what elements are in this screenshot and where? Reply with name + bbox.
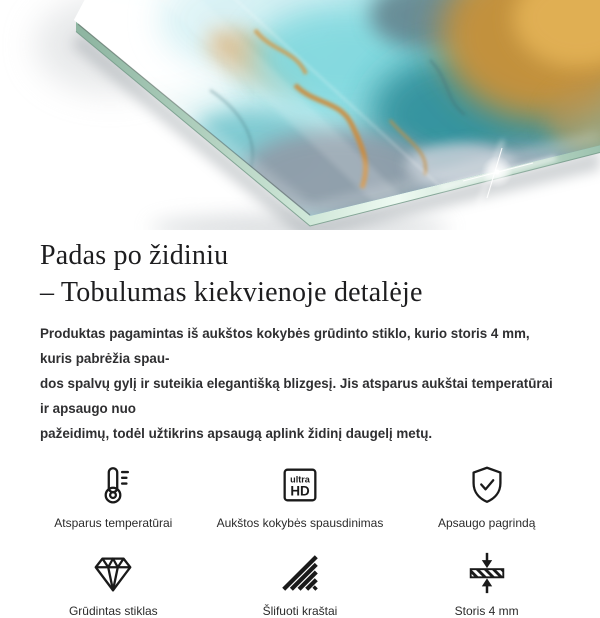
feature-thickness <box>393 550 580 618</box>
page-title <box>40 237 560 311</box>
feature-protects-base <box>393 462 580 530</box>
feature-label: Atsparus temperatūrai <box>54 516 173 530</box>
description-line: pažeidimų, todėl užtikrins apsaugą aplink židinį daugelį metų. <box>40 426 433 441</box>
feature-heat-resistant <box>20 462 207 530</box>
ultra-hd-text-top: ultra <box>290 474 310 485</box>
feature-label: Storis 4 mm <box>454 604 519 618</box>
product-image <box>0 0 600 230</box>
ultra-hd-icon <box>277 462 323 508</box>
diamond-icon <box>90 550 136 596</box>
product-description <box>40 321 560 446</box>
description-line: Produktas pagamintas iš aukštos kokybės grūdinto stiklo, kurio storis 4 mm, kuris pabrėžia spau- <box>40 326 530 366</box>
product-description-section <box>0 237 600 446</box>
description-line: dos spalvų gylį ir suteikia elegantišką blizgesį. Jis atsparus aukštai temperatūrai ir apsaugo nuo <box>40 376 553 416</box>
feature-polished-edges <box>207 550 394 618</box>
feature-label: Šlifuoti kraštai <box>262 604 338 618</box>
glass-panel-render <box>0 0 600 230</box>
thickness-icon <box>464 550 510 596</box>
feature-label: Aukštos kokybės spausdinimas <box>216 516 384 530</box>
feature-label: Grūdintas stiklas <box>68 604 158 618</box>
polished-edges-icon <box>277 550 323 596</box>
thermometer-icon <box>90 462 136 508</box>
title-line-2: – Tobulumas kiekvienoje detalėje <box>40 277 423 308</box>
feature-label: Apsaugo pagrindą <box>437 516 536 530</box>
title-line-1: Padas po židiniu <box>40 240 229 271</box>
feature-grid <box>20 462 580 618</box>
feature-tempered-glass <box>20 550 207 618</box>
feature-print-quality <box>207 462 394 530</box>
ultra-hd-text-bottom: HD <box>290 483 310 499</box>
shield-check-icon <box>464 462 510 508</box>
